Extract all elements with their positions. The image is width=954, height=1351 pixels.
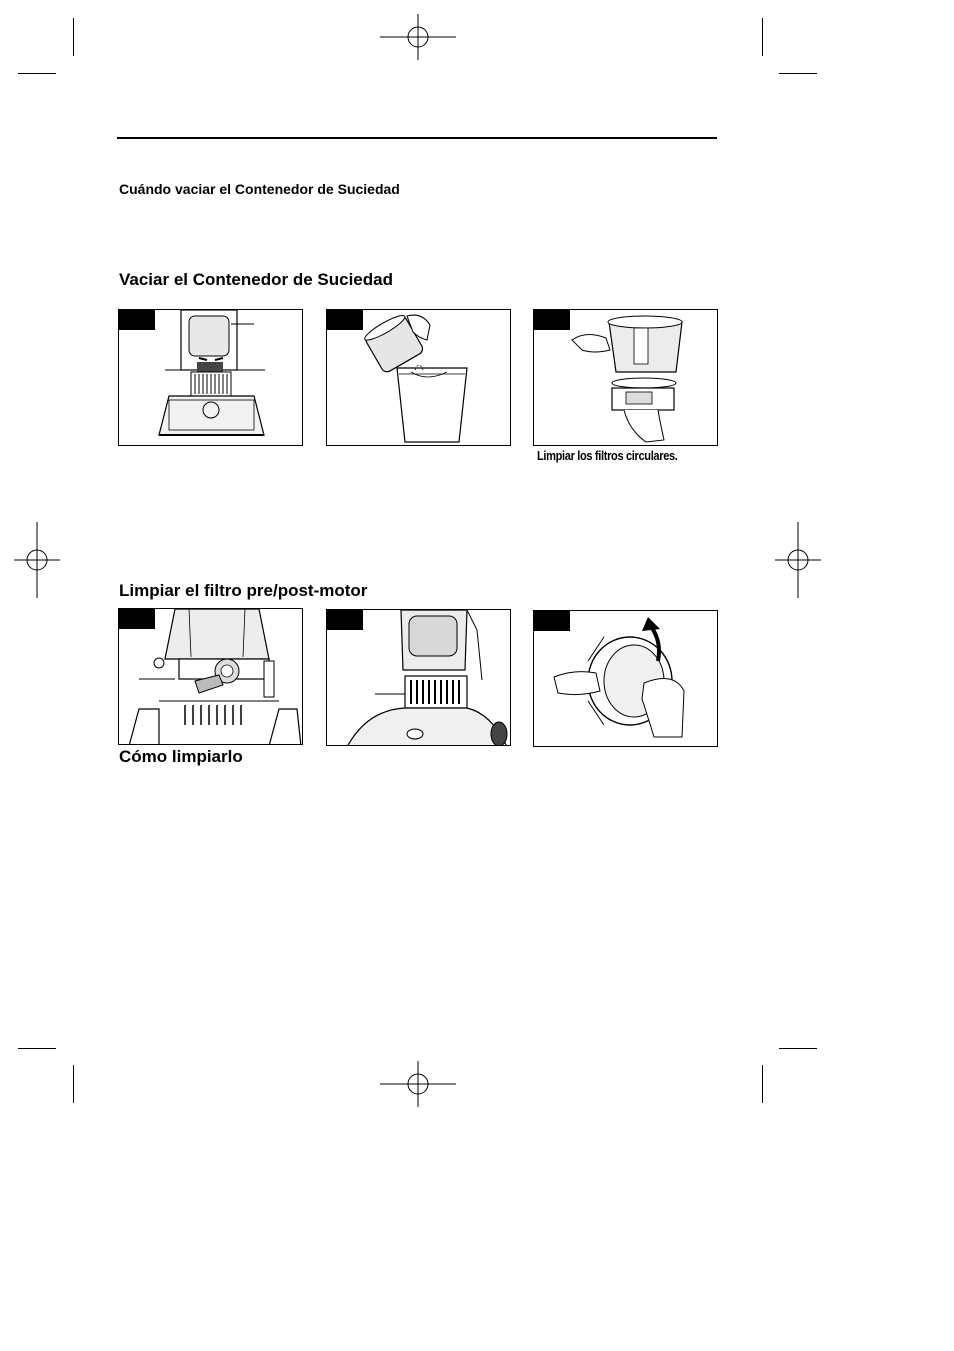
figure-twist-filter: [533, 610, 718, 747]
crop-mark: [18, 1048, 56, 1049]
figure-filter-latch: [118, 608, 303, 745]
crop-mark: [18, 73, 56, 74]
figure-emptying-container: [326, 309, 511, 446]
heading-when-to-empty: Cuándo vaciar el Contenedor de Suciedad: [119, 181, 400, 197]
figure-vacuum-upright: [118, 309, 303, 446]
crop-mark: [779, 1048, 817, 1049]
filter-latch-icon: [119, 609, 303, 745]
figure-motor-filter-grille: [326, 609, 511, 746]
crop-mark: [73, 1065, 74, 1103]
crop-mark: [73, 18, 74, 56]
vacuum-upright-icon: [119, 310, 303, 446]
registration-mark-icon: [14, 522, 60, 598]
crop-mark: [779, 73, 817, 74]
emptying-container-icon: [327, 310, 511, 446]
crop-mark: [762, 1065, 763, 1103]
registration-mark-icon: [380, 14, 456, 60]
twist-filter-icon: [534, 611, 718, 747]
heading-clean-filter: Limpiar el filtro pre/post-motor: [119, 581, 368, 600]
crop-mark: [762, 18, 763, 56]
heading-empty-container: Vaciar el Contenedor de Suciedad: [119, 270, 393, 289]
registration-mark-icon: [775, 522, 821, 598]
motor-filter-grille-icon: [327, 610, 511, 746]
header-rule: [117, 137, 717, 139]
circular-filters-icon: [534, 310, 718, 446]
registration-mark-icon: [380, 1061, 456, 1107]
heading-how-to-clean: Cómo limpiarlo: [119, 747, 243, 766]
caption-circular-filters: Limpiar los filtros circulares.: [537, 448, 678, 463]
figure-circular-filters: [533, 309, 718, 446]
